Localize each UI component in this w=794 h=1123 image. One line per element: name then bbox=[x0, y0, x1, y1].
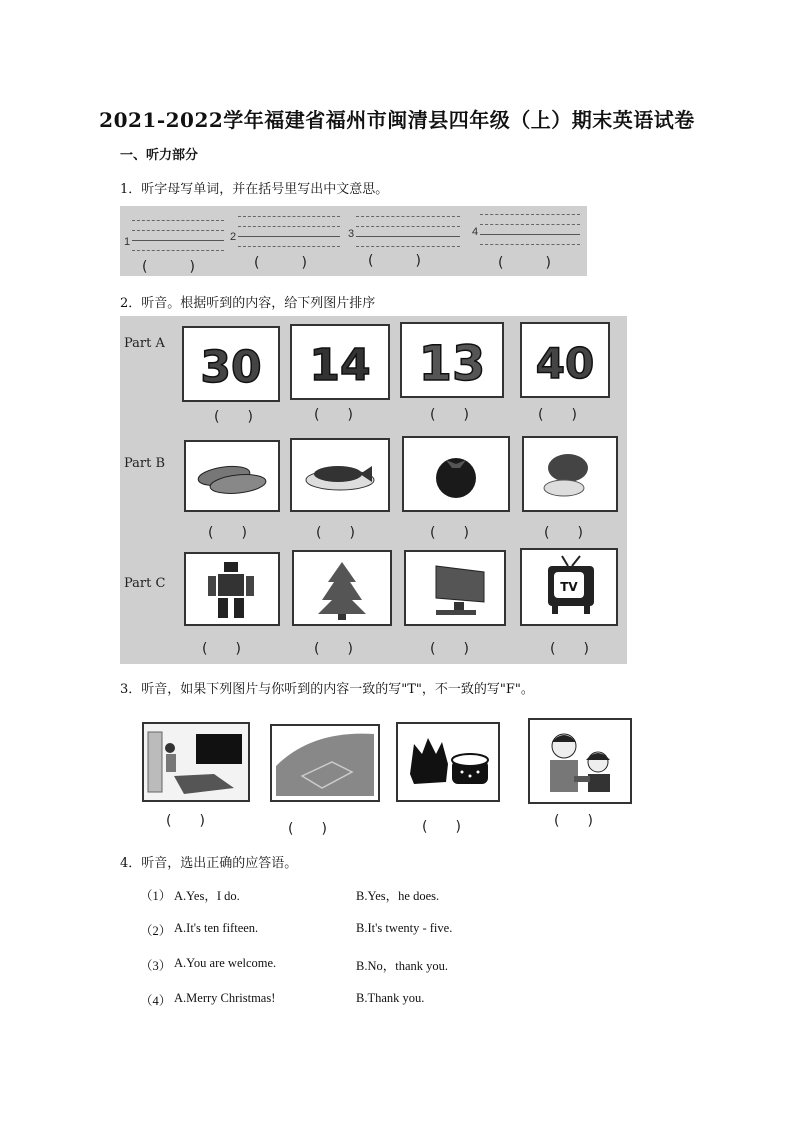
q1-number-3: 3 bbox=[348, 228, 355, 240]
q4-item-4-option-a[interactable]: A.Merry Christmas! bbox=[174, 991, 276, 1005]
q4-item-1-option-b[interactable]: B.Yes，he does. bbox=[356, 889, 440, 903]
card-bread bbox=[184, 440, 280, 512]
q3-answer-2[interactable]: ( ) bbox=[288, 821, 327, 837]
q4-item-2-number: （2） bbox=[140, 924, 172, 938]
part-b-answer-3[interactable]: ( ) bbox=[430, 525, 469, 541]
part-b-answer-4[interactable]: ( ) bbox=[544, 525, 583, 541]
part-a-label: Part A bbox=[124, 336, 165, 351]
q4-item-3-option-b[interactable]: B.No，thank you. bbox=[356, 959, 449, 973]
q3-picture-cakes bbox=[396, 722, 500, 802]
part-c-answer-3[interactable]: ( ) bbox=[430, 641, 469, 657]
q1-answer-4[interactable]: ( ) bbox=[498, 255, 551, 271]
part-a-answer-3[interactable]: ( ) bbox=[430, 407, 469, 423]
question-1-text: 1．听字母写单词，并在括号里写出中文意思。 bbox=[120, 182, 389, 197]
part-b-label: Part B bbox=[124, 456, 166, 471]
q4-item-3-option-a[interactable]: A.You are welcome. bbox=[174, 956, 277, 970]
question-4-text: 4．听音，选出正确的应答语。 bbox=[120, 856, 298, 871]
card-40-digits: 40 bbox=[535, 339, 595, 388]
q1-number-4: 4 bbox=[472, 226, 479, 238]
christmas-tree-icon bbox=[294, 552, 390, 624]
card-robot bbox=[184, 552, 280, 626]
cake-icon bbox=[398, 724, 498, 800]
q1-answer-2[interactable]: ( ) bbox=[254, 255, 307, 271]
tomato-icon bbox=[404, 438, 508, 510]
section-listening: 一、听力部分 bbox=[120, 148, 199, 163]
fish-icon bbox=[292, 440, 388, 510]
q1-number-1: 1 bbox=[124, 236, 131, 248]
card-tomato bbox=[402, 436, 510, 512]
tv-icon bbox=[522, 550, 616, 624]
card-computer bbox=[404, 550, 506, 626]
classroom-icon bbox=[144, 724, 248, 800]
q4-item-4-number: （4） bbox=[140, 994, 172, 1008]
card-14 bbox=[290, 324, 390, 400]
q4-item-1-number: （1） bbox=[140, 889, 172, 903]
part-a-answer-1[interactable]: ( ) bbox=[214, 409, 253, 425]
tv-screen-text: TV bbox=[560, 580, 578, 594]
bread-icon bbox=[186, 442, 278, 510]
card-vegetables bbox=[522, 436, 618, 512]
question-3-text: 3．听音，如果下列图片与你听到的内容一致的写"T"，不一致的写"F"。 bbox=[120, 682, 534, 697]
question-2-text: 2．听音。根据听到的内容，给下列图片排序 bbox=[120, 296, 376, 311]
q1-writing-lines bbox=[120, 206, 587, 276]
q3-answer-4[interactable]: ( ) bbox=[554, 813, 593, 829]
vegetables-icon bbox=[524, 438, 616, 510]
part-b-answer-1[interactable]: ( ) bbox=[208, 525, 247, 541]
playground-icon bbox=[272, 726, 378, 800]
q4-item-2-option-a[interactable]: A.It's ten fifteen. bbox=[174, 921, 259, 935]
card-30-digits: 30 bbox=[200, 342, 262, 393]
card-christmas-tree bbox=[292, 550, 392, 626]
robot-icon bbox=[186, 554, 278, 624]
q4-item-3-number: （3） bbox=[140, 959, 172, 973]
number-13-icon bbox=[402, 324, 502, 396]
q3-picture-playground bbox=[270, 724, 380, 802]
computer-icon bbox=[406, 552, 504, 624]
number-30-icon bbox=[184, 328, 278, 400]
card-tv bbox=[520, 548, 618, 626]
card-30 bbox=[182, 326, 280, 402]
q1-answer-3[interactable]: ( ) bbox=[368, 253, 421, 269]
q1-number-2: 2 bbox=[230, 231, 237, 243]
card-fish bbox=[290, 438, 390, 512]
page-title: 2021-2022学年福建省福州市闽清县四年级（上）期末英语试卷 bbox=[99, 108, 695, 132]
people-icon bbox=[530, 720, 630, 802]
number-14-icon bbox=[292, 326, 388, 398]
q3-answer-1[interactable]: ( ) bbox=[166, 813, 205, 829]
card-13-digits: 13 bbox=[418, 336, 486, 392]
q3-answer-3[interactable]: ( ) bbox=[422, 819, 461, 835]
q3-picture-classroom bbox=[142, 722, 250, 802]
q4-item-1-option-a[interactable]: A.Yes，I do. bbox=[174, 889, 240, 903]
q3-picture-people bbox=[528, 718, 632, 804]
card-14-digits: 14 bbox=[309, 340, 371, 391]
q4-item-4-option-b[interactable]: B.Thank you. bbox=[356, 991, 425, 1005]
part-c-answer-1[interactable]: ( ) bbox=[202, 641, 241, 657]
part-a-answer-2[interactable]: ( ) bbox=[314, 407, 353, 423]
part-a-answer-4[interactable]: ( ) bbox=[538, 407, 577, 423]
card-13 bbox=[400, 322, 504, 398]
q1-answer-1[interactable]: ( ) bbox=[142, 259, 195, 275]
part-c-label: Part C bbox=[124, 576, 166, 591]
part-b-answer-2[interactable]: ( ) bbox=[316, 525, 355, 541]
number-40-icon bbox=[522, 324, 608, 396]
q4-item-2-option-b[interactable]: B.It's twenty - five. bbox=[356, 921, 453, 935]
part-c-answer-2[interactable]: ( ) bbox=[314, 641, 353, 657]
q2-picture-panel bbox=[120, 316, 627, 664]
part-c-answer-4[interactable]: ( ) bbox=[550, 641, 589, 657]
card-40 bbox=[520, 322, 610, 398]
